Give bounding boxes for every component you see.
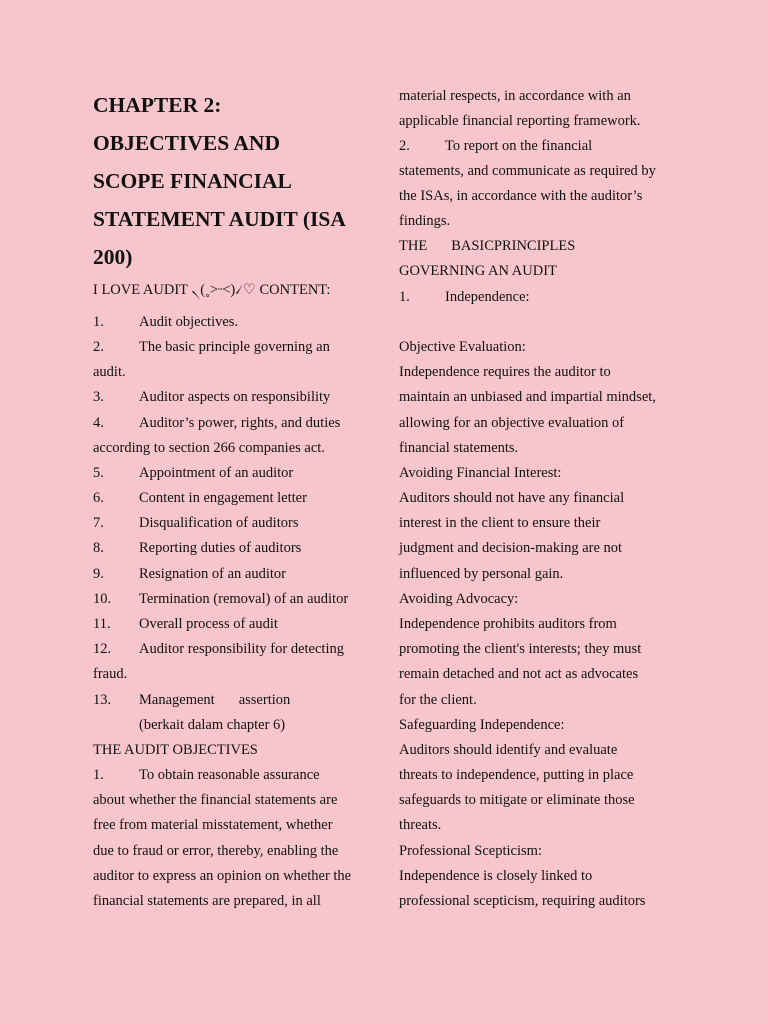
- title-line: OBJECTIVES AND: [93, 131, 280, 155]
- paragraph-line: judgment and decision-making are not: [399, 540, 623, 556]
- item-number: 4.: [93, 415, 104, 431]
- section-heading: [399, 237, 575, 255]
- item-number: 1.: [93, 314, 104, 330]
- item-text: Reporting duties of auditors: [139, 540, 302, 556]
- item-number: 7.: [93, 515, 104, 531]
- title-line: SCOPE FINANCIAL: [93, 169, 292, 193]
- content-item-13: [93, 691, 290, 709]
- content-item-6: [93, 489, 307, 507]
- item-number: 3.: [93, 389, 104, 405]
- item-text: Auditor’s power, rights, and duties: [139, 415, 341, 431]
- item-text: To obtain reasonable assurance: [139, 767, 320, 783]
- principle-1: [399, 288, 530, 306]
- paragraph-line: Independence prohibits auditors from: [399, 616, 617, 632]
- paragraph-line: the ISAs, in accordance with the auditor’s: [399, 188, 643, 204]
- item-number: 2.: [399, 138, 410, 154]
- subheading: Professional Scepticism:: [399, 843, 542, 859]
- content-item-7: [93, 514, 298, 532]
- paragraph-line: financial statements are prepared, in all: [93, 893, 321, 909]
- objective-2: [399, 137, 592, 155]
- paragraph-line: auditor to express an opinion on whether the: [93, 868, 352, 884]
- paragraph-line: threats to independence, putting in place: [399, 767, 634, 783]
- content-item-10: [93, 590, 348, 608]
- item-text: To report on the financial: [445, 138, 593, 154]
- item-number: 9.: [93, 566, 104, 582]
- paragraph-line: interest in the client to ensure their: [399, 515, 601, 531]
- paragraph-line: financial statements.: [399, 440, 519, 456]
- content-item-12-cont: fraud.: [93, 666, 128, 682]
- paragraph-line: material respects, in accordance with an: [399, 88, 631, 104]
- item-number: 2.: [93, 339, 104, 355]
- item-text: Independence:: [445, 289, 530, 305]
- paragraph-line: safeguards to mitigate or eliminate those: [399, 792, 635, 808]
- item-text: The basic principle governing an: [139, 339, 330, 355]
- content-item-11: [93, 615, 278, 633]
- paragraph-line: Independence is closely linked to: [399, 868, 593, 884]
- paragraph-line: applicable financial reporting framework.: [399, 113, 641, 129]
- item-number: 11.: [93, 616, 111, 632]
- item-number: 8.: [93, 540, 104, 556]
- paragraph-line: about whether the financial statements are: [93, 792, 338, 808]
- item-text: Audit objectives.: [139, 314, 239, 330]
- content-item-4-cont: according to section 266 companies act.: [93, 440, 325, 456]
- content-item-9: [93, 565, 286, 583]
- paragraph-line: threats.: [399, 817, 442, 833]
- item-text: Termination (removal) of an auditor: [139, 591, 349, 607]
- content-item-1: [93, 313, 238, 331]
- paragraph-line: allowing for an objective evaluation of: [399, 415, 625, 431]
- chapter-title: [93, 86, 383, 276]
- title-line: STATEMENT AUDIT (ISA: [93, 207, 346, 231]
- paragraph-line: remain detached and not act as advocates: [399, 666, 639, 682]
- section-heading: GOVERNING AN AUDIT: [399, 263, 557, 279]
- title-line: CHAPTER 2:: [93, 93, 222, 117]
- subheading: Objective Evaluation:: [399, 339, 526, 355]
- content-item-5: [93, 464, 293, 482]
- content-item-3: [93, 388, 330, 406]
- item-text: Resignation of an auditor: [139, 566, 286, 582]
- heading-word: THE: [399, 238, 428, 254]
- paragraph-line: promoting the client's interests; they must: [399, 641, 642, 657]
- paragraph-line: due to fraud or error, thereby, enabling the: [93, 843, 339, 859]
- subheading: Avoiding Financial Interest:: [399, 465, 562, 481]
- item-number: 5.: [93, 465, 104, 481]
- section-heading: THE AUDIT OBJECTIVES: [93, 742, 258, 758]
- content-item-8: [93, 539, 301, 557]
- paragraph-line: influenced by personal gain.: [399, 566, 564, 582]
- item-number: 13.: [93, 692, 112, 708]
- item-number: 10.: [93, 591, 112, 607]
- subheading: Avoiding Advocacy:: [399, 591, 519, 607]
- paragraph-line: Auditors should not have any financial: [399, 490, 625, 506]
- content-item-12: [93, 640, 344, 658]
- item-text: Auditor aspects on responsibility: [139, 389, 331, 405]
- item-text: (berkait dalam chapter 6): [139, 717, 286, 733]
- content-item-4: [93, 414, 340, 432]
- item-text: Management: [139, 692, 215, 708]
- content-item-13-cont: [93, 716, 285, 734]
- heading-word: BASICPRINCIPLES: [451, 238, 576, 254]
- paragraph-line: Independence requires the auditor to: [399, 364, 611, 380]
- content-item-2: [93, 338, 330, 356]
- objective-1: [93, 766, 320, 784]
- paragraph-line: professional scepticism, requiring auditors: [399, 893, 646, 909]
- item-number: 6.: [93, 490, 104, 506]
- paragraph-line: for the client.: [399, 692, 477, 708]
- item-number: 12.: [93, 641, 112, 657]
- paragraph-line: Auditors should identify and evaluate: [399, 742, 618, 758]
- intro-line: I LOVE AUDIT ৲(˳>ᵕ<)৴♡ CONTENT:: [93, 282, 331, 298]
- subheading: Safeguarding Independence:: [399, 717, 565, 733]
- paragraph-line: maintain an unbiased and impartial mindset,: [399, 389, 656, 405]
- title-line: 200): [93, 245, 133, 269]
- item-text: Content in engagement letter: [139, 490, 307, 506]
- item-text: Appointment of an auditor: [139, 465, 294, 481]
- paragraph-line: statements, and communicate as required by: [399, 163, 656, 179]
- item-text: Disqualification of auditors: [139, 515, 299, 531]
- item-number: 1.: [399, 289, 410, 305]
- item-text: Auditor responsibility for detecting: [139, 641, 344, 657]
- paragraph-line: findings.: [399, 213, 451, 229]
- item-text: assertion: [238, 692, 291, 708]
- paragraph-line: free from material misstatement, whether: [93, 817, 333, 833]
- content-item-2-cont: audit.: [93, 364, 126, 380]
- item-number: 1.: [93, 767, 104, 783]
- item-text: Overall process of audit: [139, 616, 278, 632]
